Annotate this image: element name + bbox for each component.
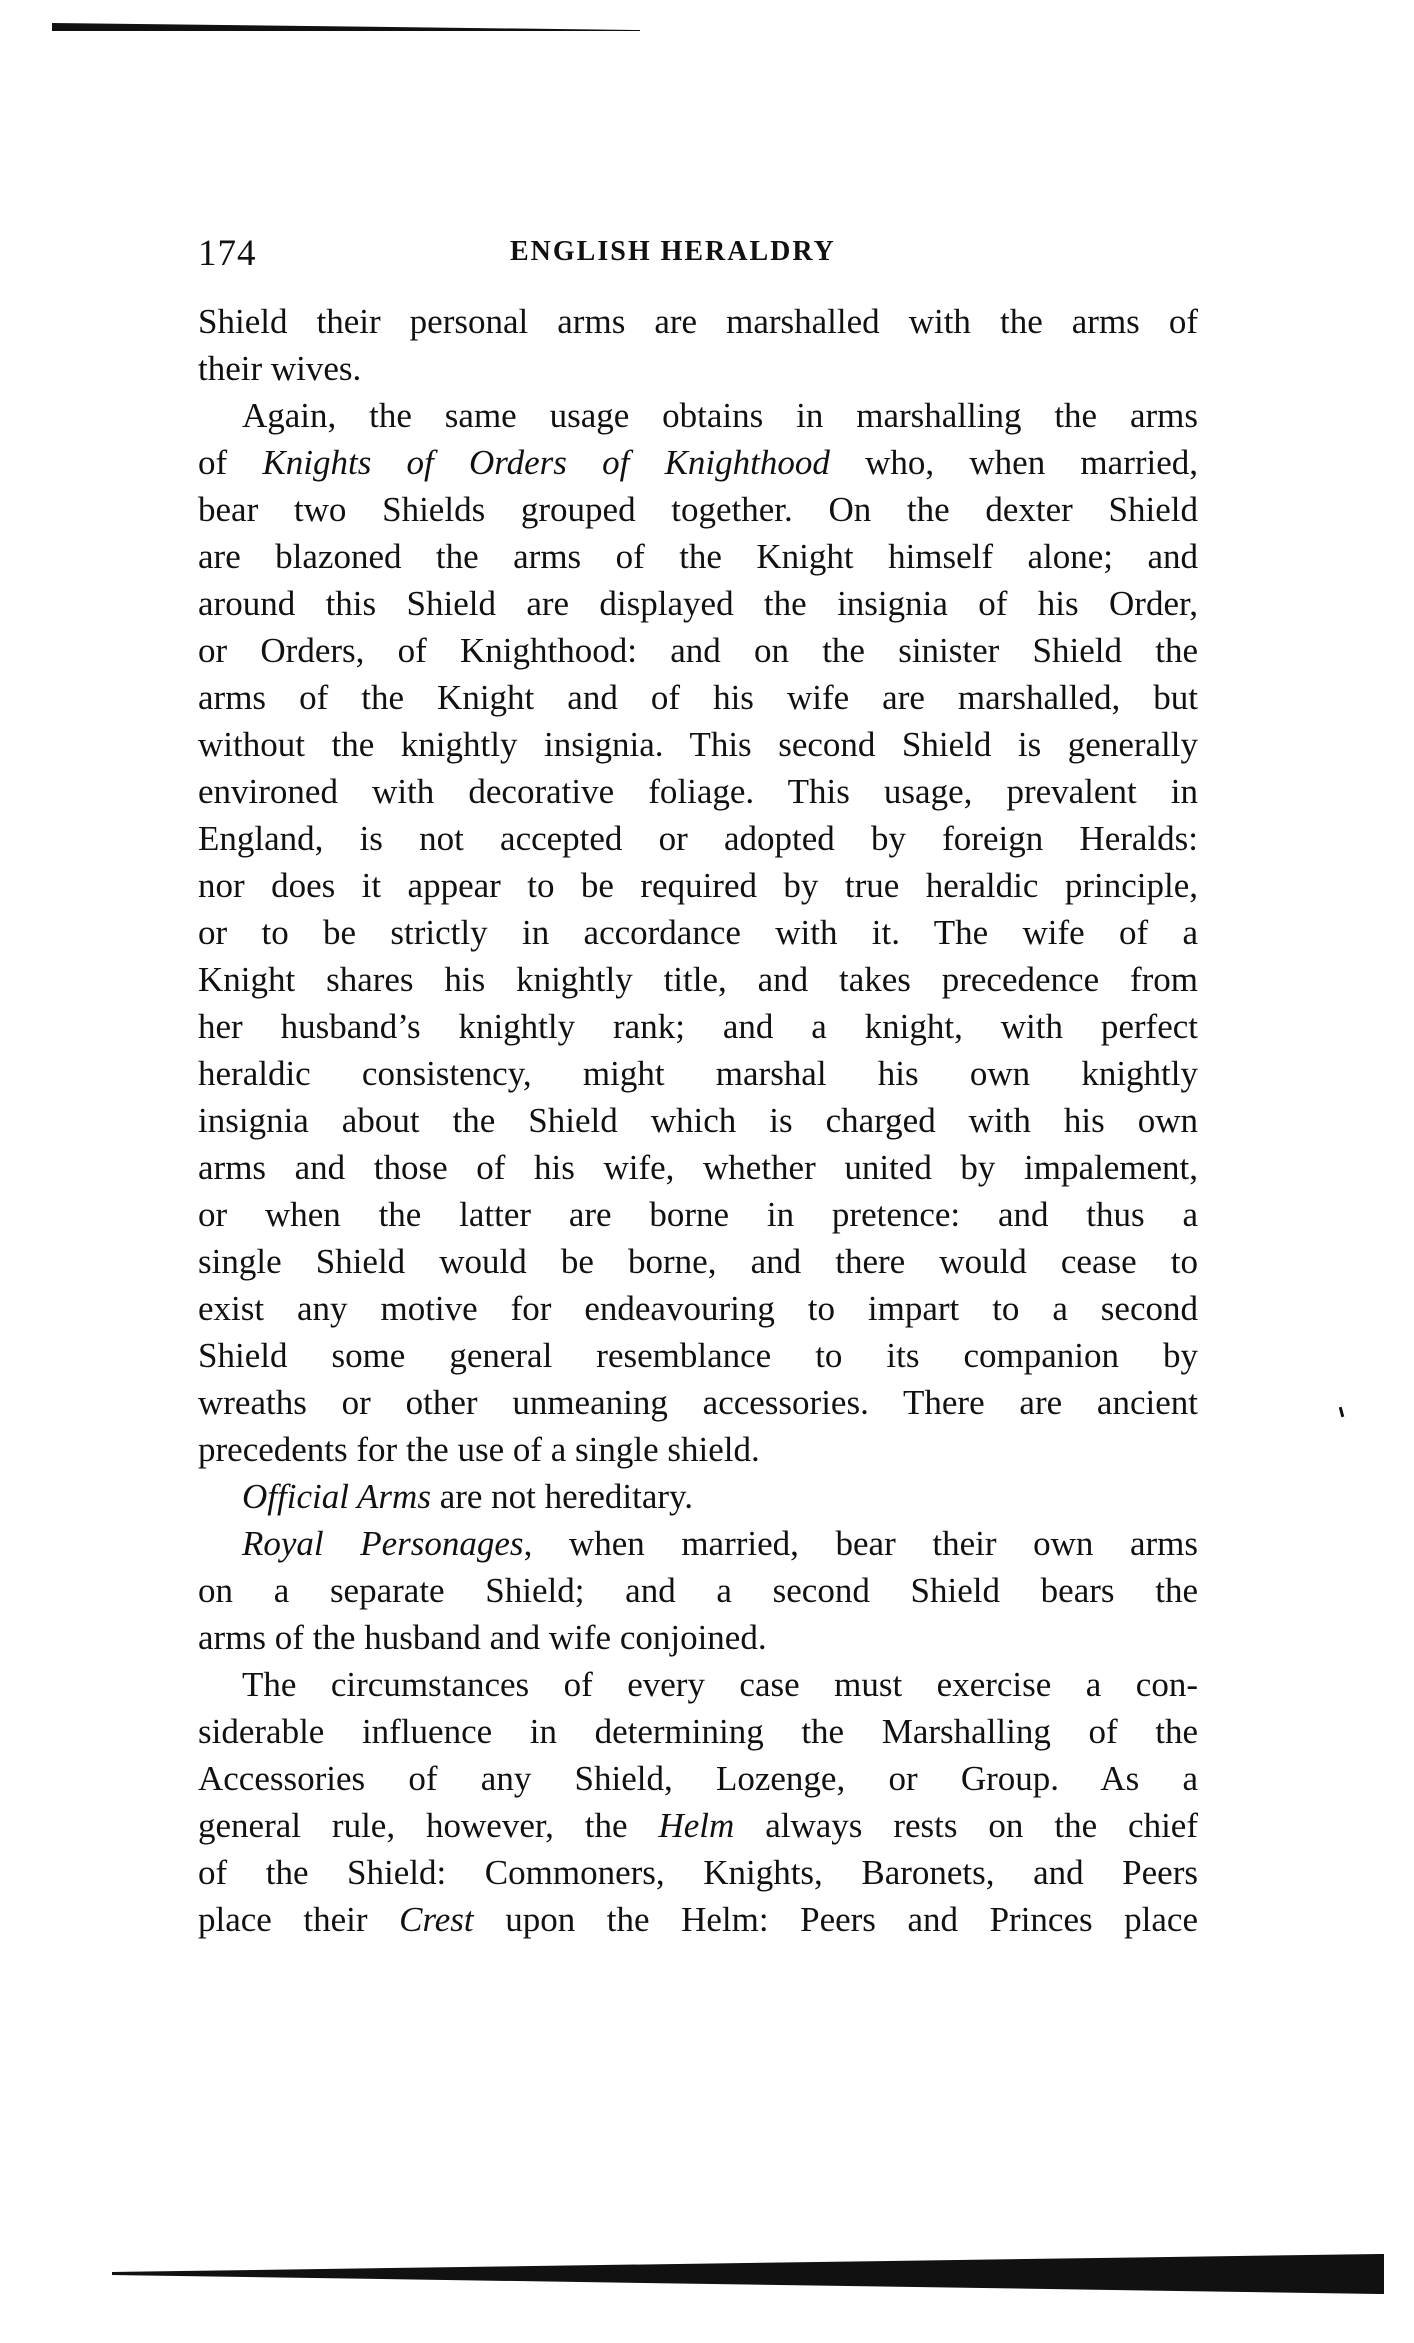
text-segment: insignia about the Shield which is charged with his own bbox=[198, 1101, 1198, 1140]
text-line bbox=[198, 1661, 1198, 1708]
text-segment: environed with decorative foliage. This usage, prevalent in bbox=[198, 772, 1198, 811]
text-segment: England, is not accepted or adopted by foreign Heralds: bbox=[198, 819, 1198, 858]
text-segment: nor does it appear to be required by true heraldic principle, bbox=[198, 866, 1198, 905]
italic-term: Crest bbox=[399, 1900, 474, 1939]
text-line bbox=[198, 1050, 1198, 1097]
text-line bbox=[198, 721, 1198, 768]
text-line bbox=[198, 1567, 1198, 1614]
text-line bbox=[198, 1520, 1198, 1567]
text-line bbox=[198, 1896, 1198, 1943]
italic-term: Knights of Orders of Knighthood bbox=[262, 443, 830, 482]
text-line bbox=[198, 1708, 1198, 1755]
text-line bbox=[198, 392, 1198, 439]
text-segment: arms of the husband and wife conjoined. bbox=[198, 1618, 767, 1657]
text-line bbox=[198, 1849, 1198, 1896]
text-segment: her husband’s knightly rank; and a knight, with perfect bbox=[198, 1007, 1198, 1046]
text-segment: are blazoned the arms of the Knight himself alone; and bbox=[198, 537, 1198, 576]
text-line bbox=[198, 486, 1198, 533]
text-line bbox=[198, 1003, 1198, 1050]
text-line bbox=[198, 533, 1198, 580]
text-segment: around this Shield are displayed the insignia of his Order, bbox=[198, 584, 1198, 623]
text-segment: Again, the same usage obtains in marshalling the arms bbox=[242, 396, 1198, 435]
text-line bbox=[198, 862, 1198, 909]
text-line bbox=[198, 1144, 1198, 1191]
text-segment: precedents for the use of a single shield. bbox=[198, 1430, 760, 1469]
text-segment: Shield some general resemblance to its companion by bbox=[198, 1336, 1198, 1375]
text-segment: who, when married, bbox=[829, 443, 1199, 482]
text-segment: always rests on the chief bbox=[734, 1806, 1198, 1845]
text-line bbox=[198, 1755, 1198, 1802]
text-segment: or to be strictly in accordance with it. The wife of a bbox=[198, 913, 1198, 952]
text-segment: exist any motive for endeavouring to impart to a second bbox=[198, 1289, 1198, 1328]
text-segment: are not hereditary. bbox=[430, 1477, 693, 1516]
text-segment: , when married, bear their own arms bbox=[523, 1524, 1199, 1563]
bottom-decorative-rule bbox=[112, 2252, 1384, 2298]
text-line bbox=[198, 1473, 1198, 1520]
text-segment: Shield their personal arms are marshalled with the arms of bbox=[198, 302, 1198, 341]
text-segment: or when the latter are borne in pretence: and thus a bbox=[198, 1195, 1198, 1234]
text-line bbox=[198, 674, 1198, 721]
top-decorative-rule bbox=[52, 22, 640, 32]
text-line bbox=[198, 580, 1198, 627]
italic-term: Royal Personages bbox=[242, 1524, 524, 1563]
text-line bbox=[198, 815, 1198, 862]
text-segment: arms of the Knight and of his wife are marshalled, but bbox=[198, 678, 1198, 717]
text-segment: place their bbox=[198, 1900, 400, 1939]
text-line bbox=[198, 627, 1198, 674]
text-segment: arms and those of his wife, whether united by impalement, bbox=[198, 1148, 1198, 1187]
body-text bbox=[198, 298, 1198, 1943]
page-number: 174 bbox=[198, 233, 257, 274]
text-line bbox=[198, 956, 1198, 1003]
text-line bbox=[198, 1379, 1198, 1426]
italic-term: Official Arms bbox=[242, 1477, 431, 1516]
page-header bbox=[198, 232, 1198, 282]
italic-term: Helm bbox=[658, 1806, 735, 1845]
text-segment: of bbox=[198, 443, 263, 482]
text-segment: upon the Helm: Peers and Princes place bbox=[473, 1900, 1199, 1939]
text-line bbox=[198, 1426, 1198, 1473]
text-segment: of the Shield: Commoners, Knights, Baronets, and Peers bbox=[198, 1853, 1198, 1892]
text-segment: without the knightly insignia. This second Shield is generally bbox=[198, 725, 1198, 764]
text-segment: their wives. bbox=[198, 349, 362, 388]
text-segment: wreaths or other unmeaning accessories. There are ancient bbox=[198, 1383, 1198, 1422]
text-line bbox=[198, 1802, 1198, 1849]
text-segment: on a separate Shield; and a second Shield bears the bbox=[198, 1571, 1198, 1610]
text-line bbox=[198, 439, 1198, 486]
text-segment: or Orders, of Knighthood: and on the sinister Shield the bbox=[198, 631, 1198, 670]
text-segment: The circumstances of every case must exercise a con- bbox=[242, 1665, 1198, 1704]
text-line bbox=[198, 768, 1198, 815]
running-title: ENGLISH HERALDRY bbox=[510, 236, 836, 267]
text-segment: Accessories of any Shield, Lozenge, or Group. As a bbox=[198, 1759, 1198, 1798]
text-segment: bear two Shields grouped together. On the dexter Shield bbox=[198, 490, 1198, 529]
text-line bbox=[198, 1332, 1198, 1379]
stray-ink-mark bbox=[1339, 1407, 1344, 1417]
text-line bbox=[198, 909, 1198, 956]
text-line bbox=[198, 1285, 1198, 1332]
text-line bbox=[198, 1238, 1198, 1285]
text-segment: heraldic consistency, might marshal his own knightly bbox=[198, 1054, 1198, 1093]
text-segment: Knight shares his knightly title, and takes precedence from bbox=[198, 960, 1198, 999]
text-line bbox=[198, 298, 1198, 345]
text-line bbox=[198, 345, 1198, 392]
text-line bbox=[198, 1614, 1198, 1661]
text-line bbox=[198, 1097, 1198, 1144]
text-segment: single Shield would be borne, and there would cease to bbox=[198, 1242, 1198, 1281]
text-line bbox=[198, 1191, 1198, 1238]
text-segment: general rule, however, the bbox=[198, 1806, 659, 1845]
text-segment: siderable influence in determining the Marshalling of the bbox=[198, 1712, 1198, 1751]
